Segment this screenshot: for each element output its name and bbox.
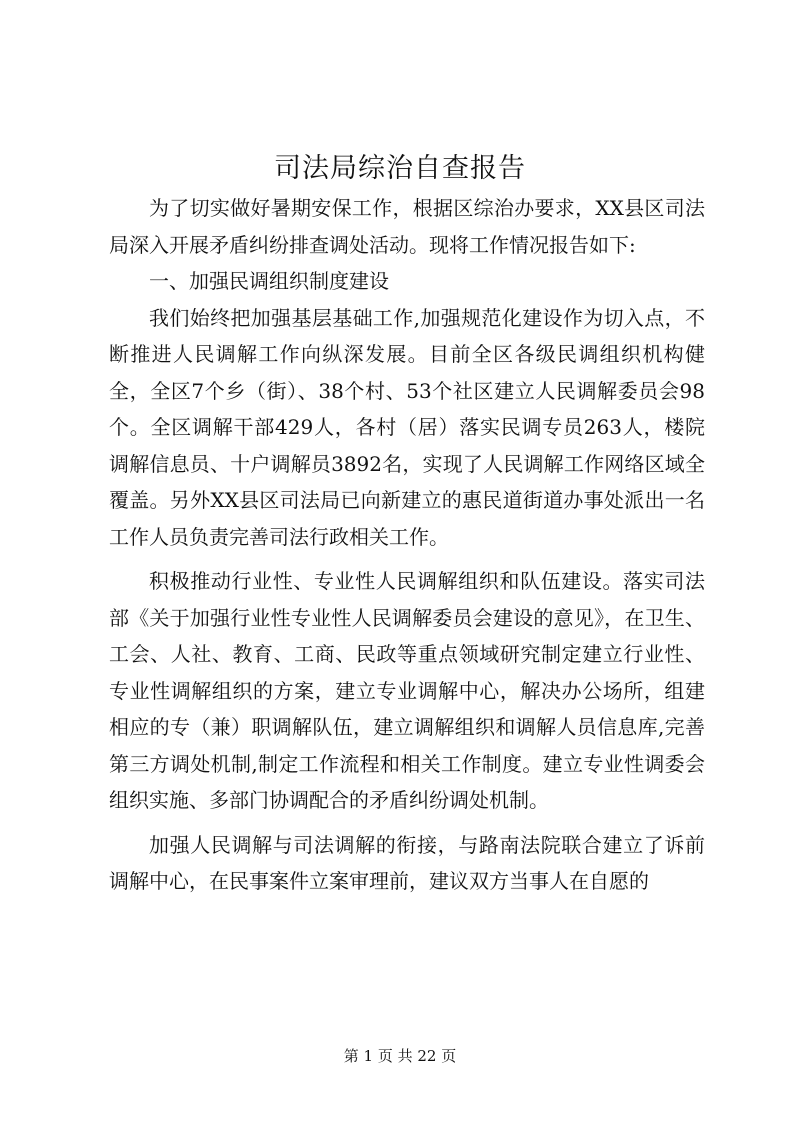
page-number-footer: 第 1 页 共 22 页: [343, 1047, 457, 1065]
paragraph-judicial-mediation: 加强人民调解与司法调解的衔接，与路南法院联合建立了诉前调解中心，在民事案件立案审理前，建议双方当事人在自愿的: [109, 832, 705, 893]
paragraph-organization: 我们始终把加强基层基础工作,加强规范化建设作为切入点，不断推进人民调解工作向纵深发展。目前全区各级民调组织机构健全，全区7个乡（街）、38个村、53个社区建立人民调解委员会98个。全区调解干部429人，各村（居）落实民调专员263人，楼院调解信息员、十户调解员3892名，实现了人民调解工作网络区域全覆盖。另外XX县区司法局已向新建立的惠民道街道办事处派出一名工作人员负责完善司法行政相关工作。: [109, 305, 705, 549]
document-body: [109, 190, 705, 900]
paragraph-intro: 为了切实做好暑期安保工作，根据区综治办要求，XX县区司法局深入开展矛盾纠纷排查调处活动。现将工作情况报告如下:: [109, 196, 705, 257]
section-heading: 一、加强民调组织制度建设: [149, 269, 389, 293]
paragraph-industry-mediation: 积极推动行业性、专业性人民调解组织和队伍建设。落实司法部《关于加强行业性专业性人民调解委员会建设的意见》，在卫生、工会、人社、教育、工商、民政等重点领域研究制定建立行业性、专业性调解组织的方案，建立专业调解中心，解决办公场所，组建相应的专（兼）职调解队伍，建立调解组织和调解人员信息库,完善第三方调处机制,制定工作流程和相关工作制度。建立专业性调委会组织实施、多部门协调配合的矛盾纠纷调处机制。: [109, 569, 705, 812]
document-title: 司法局综治自查报告: [274, 153, 526, 184]
